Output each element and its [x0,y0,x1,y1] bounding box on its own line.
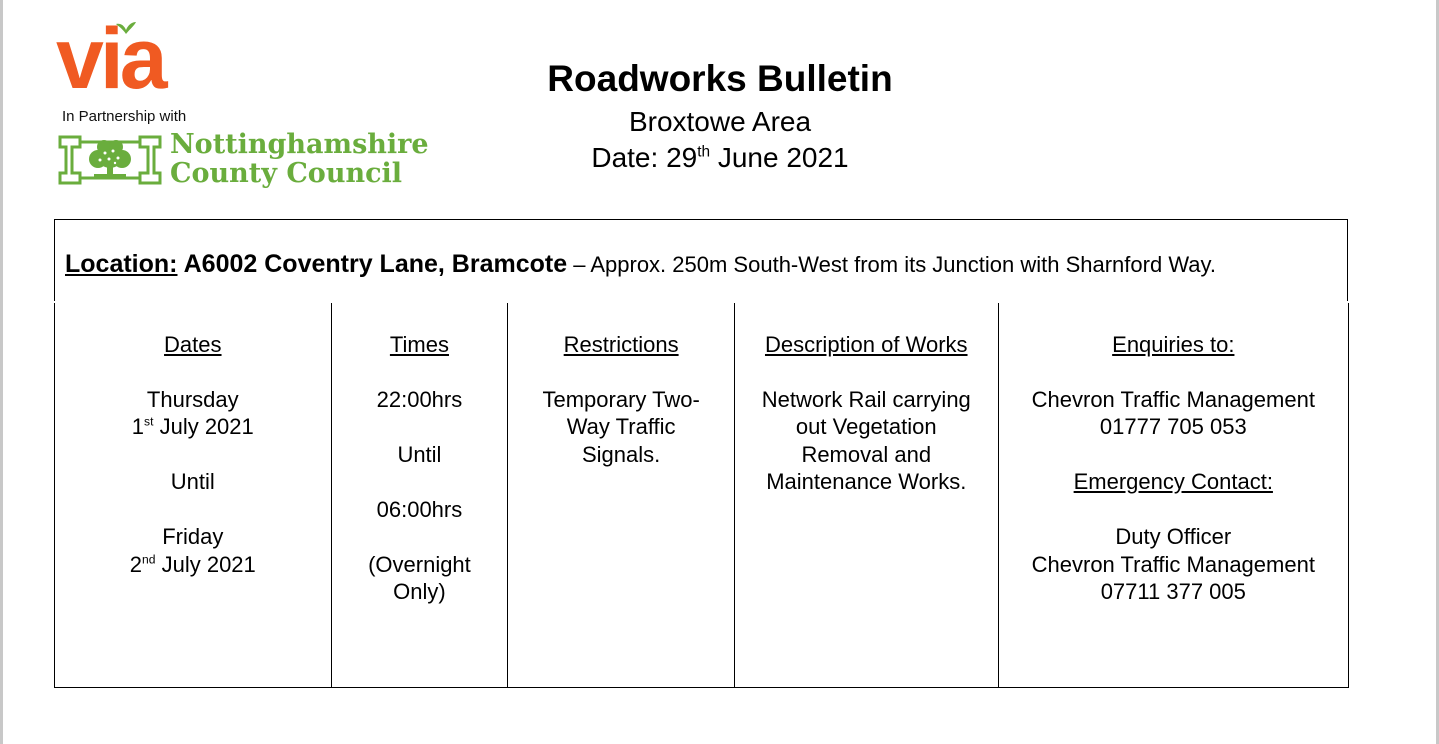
description-header: Description of Works [764,332,968,357]
end-date-rest: July 2021 [155,551,256,577]
page-left-edge [0,0,3,744]
end-time: 06:00hrs [376,496,463,522]
end-date-num: 2 [129,551,143,577]
bulletin-heading [420,56,1020,176]
enquiries-header: Enquiries to: [1112,332,1235,357]
restrictions-column [507,303,734,687]
council-name-line2: County Council [170,158,403,189]
emergency-phone: 07711 377 005 [1100,579,1246,604]
emergency-company: Chevron Traffic Management [1031,551,1315,577]
end-day: Friday [162,524,224,549]
end-date [55,551,331,579]
date-prefix: Date: 29 [591,142,698,173]
emergency-contact-header: Emergency Contact: [1073,469,1273,494]
enquiries-company: Chevron Traffic Management [1031,386,1315,412]
times-note-line2: Only) [393,579,446,604]
description-column [734,303,998,687]
start-day: Thursday [146,386,239,412]
start-date-rest: July 2021 [153,414,254,439]
via-wordmark: via [56,11,164,107]
restrictions-line3: Signals. [582,441,661,467]
council-name [170,130,429,188]
times-note-line1: (Overnight [368,551,471,577]
location-row [54,219,1348,301]
description-line1: Network Rail carrying [761,386,971,412]
start-time: 22:00hrs [376,386,463,412]
emergency-officer: Duty Officer [1115,524,1232,549]
start-date [55,413,331,441]
dates-until: Until [170,469,215,494]
dates-header: Dates [164,332,222,357]
end-date-sup: nd [142,552,156,567]
bulletin-date [420,140,1020,176]
restrictions-header: Restrictions [563,332,679,357]
council-tree-icon [58,133,162,187]
leaf-icon [116,20,136,34]
description-line3: Removal and [801,441,932,467]
date-suffix-sup: th [697,143,711,161]
via-logo [56,11,201,107]
description-line2: out Vegetation [795,414,937,439]
location-road: A6002 Coventry Lane, Bramcote [183,250,568,278]
restrictions-line2: Way Traffic [566,414,676,439]
enquiries-phone: 01777 705 053 [1099,414,1247,439]
location-text [65,250,1216,279]
location-label: Location: [65,250,178,278]
times-header: Times [389,332,449,357]
partnership-label: In Partnership with [62,108,187,125]
start-date-num: 1 [131,414,145,439]
description-line4: Maintenance Works. [766,469,967,494]
bulletin-area: Broxtowe Area [628,106,812,137]
restrictions-line1: Temporary Two- [542,386,700,412]
works-details-table [54,303,1349,688]
times-until: Until [397,441,442,467]
date-month-year: June 2021 [710,142,849,173]
location-detail: – Approx. 250m South-West from its Junction with Sharnford Way. [567,252,1216,277]
bulletin-title: Roadworks Bulletin [547,58,893,99]
enquiries-column [998,303,1348,687]
dates-column [55,303,331,687]
council-name-line1: Nottinghamshire [170,129,429,160]
times-column [331,303,508,687]
start-date-sup: st [144,414,154,429]
